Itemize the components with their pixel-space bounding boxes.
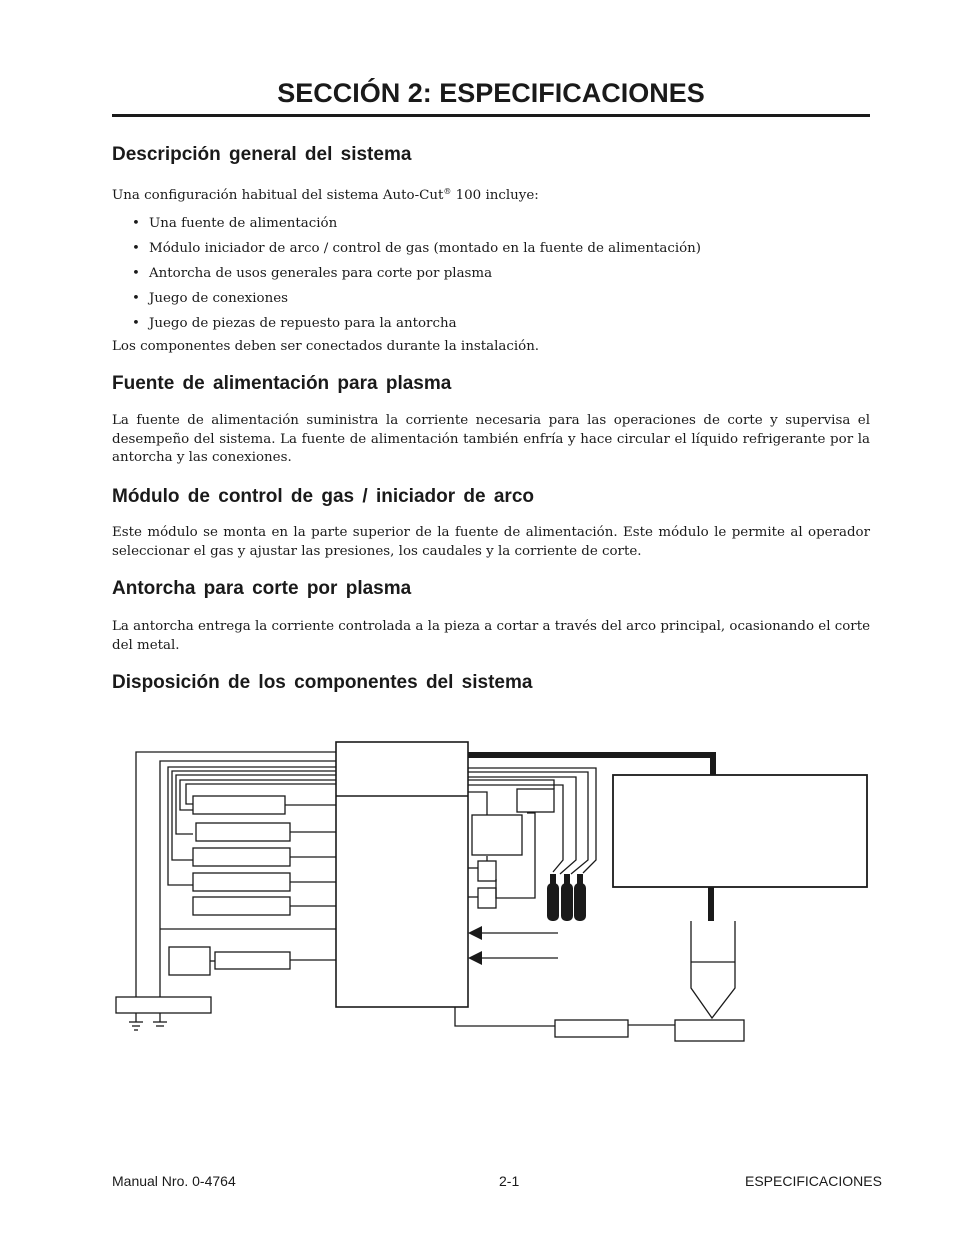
workpiece [675,1020,744,1041]
bullet-icon: • [132,291,140,306]
component-box-1 [193,796,285,814]
list-item-text: Juego de conexiones [149,291,288,306]
small-box-2 [478,888,496,908]
gas-hose-2 [468,772,588,874]
footer-manual-number: Manual Nro. 0-4764 [112,1173,236,1189]
section-heading-power-supply: Fuente de alimentación para plasma [112,373,452,394]
list-item [112,239,870,264]
system-layout-diagram [108,735,878,1055]
bullet-icon: • [132,216,140,231]
footer-page-number: 2-1 [499,1173,520,1189]
component-box-3 [193,848,290,866]
torch-lead-box [555,1020,628,1037]
overview-intro [112,183,870,206]
list-item-text: Una fuente de alimentación [149,216,338,231]
section-heading-layout: Disposición de los componentes del sistema [112,672,533,693]
bullet-icon: • [132,241,140,256]
torch-text: La antorcha entrega la corriente controlada a la pieza a cortar a través del arco principal, ocasionando el corte del metal. [112,619,870,653]
bullet-icon: • [132,316,140,331]
list-item [112,264,870,289]
pressure-box [517,789,554,812]
section-heading-gas-module: Módulo de control de gas / iniciador de arco [112,486,534,507]
gas-cylinder-1 [547,883,559,921]
power-supply-unit [336,742,468,1007]
component-box-2 [196,823,290,841]
component-list [112,214,870,339]
footer-section-name: ESPECIFICACIONES [745,1173,882,1189]
page-title: SECCIÓN 2: ESPECIFICACIONES [277,78,705,108]
ground-icon [153,1013,167,1026]
control-cable-box [215,952,290,969]
torch-body [691,921,735,1018]
section-heading-overview: Descripción general del sistema [112,144,412,165]
remote-control-box [169,947,210,975]
list-item [112,214,870,239]
wire-box-5 [186,784,336,804]
section-heading-torch: Antorcha para corte por plasma [112,578,412,599]
power-supply-text: La fuente de alimentación suministra la corriente necesaria para las operaciones de corte y supervisa el desempeño del sistema. La fuente de alimentación también enfría y hace circular el líquido refrigerante por la antorcha y las conexiones. [112,413,870,465]
small-box-1 [478,861,496,881]
ground-bar [116,997,211,1013]
arrow-head-1 [468,926,482,940]
list-item-text: Juego de piezas de repuesto para la antorcha [149,316,457,331]
cnc-controller-box [613,775,867,887]
title-rule [112,114,870,117]
overview-intro-before: Una configuración habitual del sistema Auto-Cut [112,188,444,203]
list-item-text: Módulo iniciador de arco / control de gas (montado en la fuente de alimentación) [149,241,702,256]
gas-cylinder-3 [574,883,586,921]
list-item [112,289,870,314]
torch-lead [455,1007,555,1026]
ground-icon [129,1013,143,1030]
gas-valve-box [472,815,522,855]
overview-intro-after: 100 incluye: [451,188,539,203]
list-item [112,314,870,339]
overview-note: Los componentes deben ser conectados durante la instalación. [112,339,540,354]
gas-cylinder-2 [561,883,573,921]
arrow-head-2 [468,951,482,965]
wire-box-1 [168,767,336,885]
bullet-icon: • [132,266,140,281]
registered-mark: ® [443,187,452,196]
gas-hose-4 [468,785,563,872]
gas-module-text: Este módulo se monta en la parte superior de la fuente de alimentación. Este módulo le permite al operador seleccionar el gas y ajustar las presiones, los caudales y la corriente de corte. [112,525,870,559]
component-box-5 [193,897,290,915]
component-box-4 [193,873,290,891]
wire-internal-1 [468,792,487,815]
list-item-text: Antorcha de usos generales para corte por plasma [149,266,493,281]
